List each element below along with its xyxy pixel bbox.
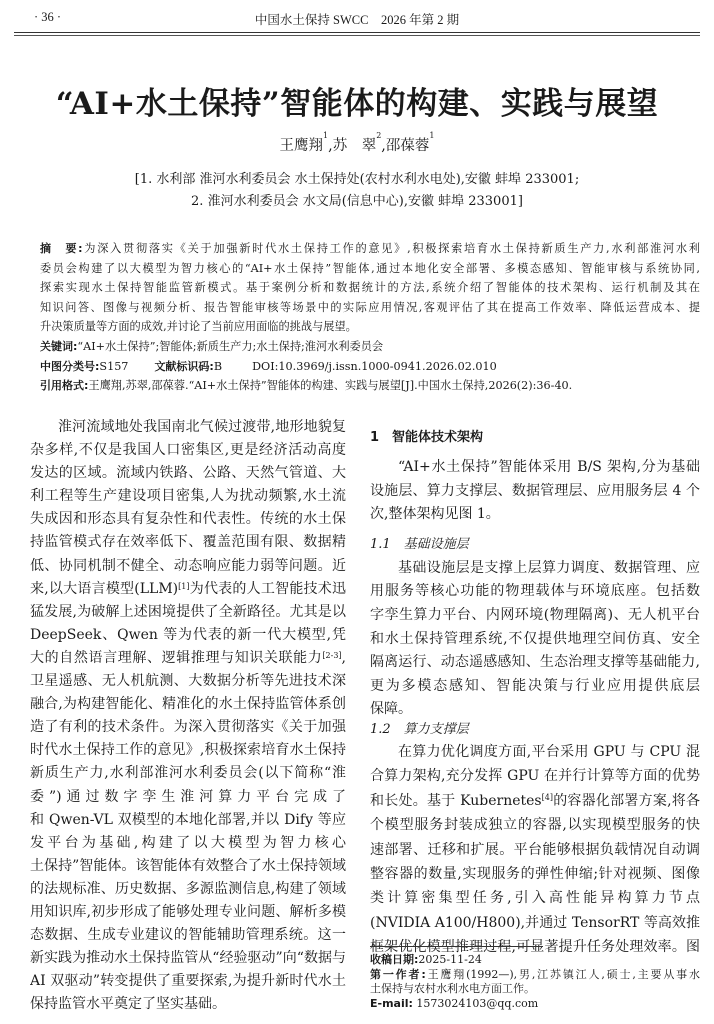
abstract-text: 委员会构建了以大模型为智力核心的“AI+水土保持”智能体,通过本地化安全部署、多模态感知、智能审核与系统协同, <box>40 261 700 275</box>
line-text: 基础设施层是支撑上层算力调度、数据管理、应 <box>398 559 700 576</box>
line-text: 委”)通过数字孪生淮河算力平台完成了 <box>30 788 346 805</box>
citation-label: 引用格式: <box>40 379 89 393</box>
text-line <box>30 555 346 578</box>
text-line <box>370 862 700 886</box>
text-line <box>30 531 346 554</box>
affiliation: [1. 水利部 淮河水利委员会 水土保持处(农村水利水电处),安徽 蚌埠 233001; <box>134 172 580 187</box>
line-text: 更为多模态感知、智能决策与行业应用提供底层 <box>370 677 700 694</box>
text-line <box>370 456 700 480</box>
clc-label: 中图分类号: <box>40 359 100 373</box>
separator: , <box>328 138 333 154</box>
text-line <box>370 503 700 527</box>
paragraph <box>370 740 700 960</box>
abstract-text: 升决策质量等方面的成效,并讨论了当前应用面临的挑战与展望。 <box>40 320 357 334</box>
abstract <box>40 239 700 396</box>
text-line <box>30 947 346 970</box>
first-author-label: 第一作者: <box>370 967 426 981</box>
text-line <box>30 693 346 716</box>
line-text: 新质生产力,水利部淮河水利委员会(以下简称“淮 <box>30 765 346 782</box>
line-text: 低、协同机制不健全、动态响应能力弱等问题。近 <box>30 557 346 574</box>
classification <box>40 357 700 377</box>
text-line <box>370 557 700 581</box>
abstract-text: 探索实现水土保持智能监管新模式。基于案例分析和数据统计的方法,系统介绍了智能体的技术架构、运行机制及其在 <box>40 281 700 295</box>
subsection-heading: 1.1 基础设施层 <box>370 536 469 552</box>
doc-code-label: 文献标识码: <box>154 359 214 373</box>
page-number: · 36 · <box>34 10 62 24</box>
abstract-text: 知识问答、图像与视频分析、报告智能审核等场景中的实际应用情况,客观评估了其在提高工作效率、降低运营成本、提 <box>40 300 700 314</box>
text-line <box>30 924 346 947</box>
footnote <box>370 953 700 1011</box>
line-text: 发达的区域。流域内铁路、公路、天然气管道、大 <box>30 465 346 482</box>
left-column <box>30 416 346 1016</box>
line-text: 字孪生算力平台、内网环境(物理隔离)、无人机平台 <box>370 606 700 623</box>
footnote-rule <box>370 946 543 947</box>
author-affiliation-mark: 1 <box>429 131 435 140</box>
author: 邵葆蓉 <box>385 138 430 154</box>
text-line <box>30 716 346 739</box>
paper-title: “AI+水土保持”智能体的构建、实践与展望 <box>55 86 659 122</box>
author: 苏 翠 <box>332 138 377 154</box>
line-text: DeepSeek、Qwen 等为代表的新一代大模型,凭 <box>30 626 346 643</box>
line-text: “AI+水土保持”智能体采用 B/S 架构,分为基础 <box>398 459 700 475</box>
header-rule <box>14 32 700 33</box>
citation-reference[interactable]: [1] <box>178 581 190 591</box>
line-text: 持监管模式存在效率低下、覆盖范围有限、数据精 <box>30 534 346 551</box>
text-line <box>30 855 346 878</box>
line-text: 个模型服务封装成独立的容器,以实现模型服务的快 <box>370 817 700 834</box>
text-line <box>30 993 346 1016</box>
text-line <box>370 911 700 935</box>
text-line <box>370 604 700 628</box>
author-affiliation-mark: 2 <box>376 131 382 140</box>
text-line <box>370 698 700 722</box>
paragraph <box>370 557 700 722</box>
text-line <box>30 624 346 647</box>
citation-text: 王鹰翔,苏翠,邵葆蓉.“AI+水土保持”智能体的构建、实践与展望[J].中国水土保持,2026(2):36-40. <box>88 379 573 393</box>
line-text: 保障。 <box>370 701 412 718</box>
line-text: 新实践为推动水土保持监管从“经验驱动”向“数据与 <box>30 950 346 967</box>
text-line <box>30 462 346 485</box>
citation-reference[interactable]: [4] <box>541 792 553 802</box>
abstract-text: 为深入贯彻落实《关于加强新时代水土保持工作的意见》,积极探索培育水土保持新质生产力,水利部淮河水利 <box>82 242 700 255</box>
line-text: 用服务等核心功能的物理载体与环境底座。包括数 <box>370 583 700 600</box>
first-author-info: 王鹰翔(1992—),男,江苏镇江人,硕士,主要从事水 <box>425 967 700 981</box>
line-text: 和长处。基于 Kubernetes <box>370 792 542 809</box>
text-line <box>370 480 700 504</box>
text-line <box>30 739 346 762</box>
text-line <box>30 508 346 531</box>
author-affiliation-mark: 1 <box>323 131 329 140</box>
line-text: 次,整体架构见图 1。 <box>370 506 500 523</box>
text-line <box>370 886 700 910</box>
email[interactable]: 1573024103@qq.com <box>416 996 539 1010</box>
line-text: 淮河流域地处我国南北气候过渡带,地形地貌复 <box>58 419 346 435</box>
paragraph <box>370 456 700 527</box>
line-text: 设施层、算力支撑层、数据管理层、应用服务层 4 个 <box>370 482 700 499</box>
text-line <box>370 628 700 652</box>
subsection-heading: 1.2 算力支撑层 <box>370 721 469 737</box>
line-text: 合算力架构,充分发挥 GPU 在并行计算等方面的优势 <box>370 768 700 785</box>
line-text: 为代表的人工智能技术迅 <box>189 580 346 597</box>
line-text: 猛发展,为破解上述困境提供了全新路径。尤其是以 <box>30 603 346 620</box>
text-line <box>30 485 346 508</box>
line-text: (NVIDIA A100/H800),并通过 TensorRT 等高效推 <box>370 914 700 931</box>
text-line <box>370 651 700 675</box>
line-text: 用知识库,初步形成了能够处理专业问题、解析多模 <box>30 903 346 920</box>
journal-header: 中国水土保持 SWCC 2026 年第 2 期 <box>254 13 460 27</box>
text-line <box>30 786 346 809</box>
text-line <box>30 809 346 832</box>
doi-value: 10.3969/j.issn.1000-0941.2026.02.010 <box>278 359 497 373</box>
text-line <box>30 647 346 670</box>
citation <box>40 376 700 396</box>
line-text: 时代水土保持工作的意见》,积极探索培育水土保持 <box>30 742 346 759</box>
line-text: 利工程等生产建设项目密集,人为扰动频繁,水土流 <box>30 488 346 505</box>
line-text: 态数据、生成专业建议的智能辅助管理系统。这一 <box>30 927 346 944</box>
header-rule-thin <box>14 35 700 36</box>
line-text: 速部署、迁移和扩展。平台能够根据负载情况自动调 <box>370 841 700 858</box>
text-line <box>30 970 346 993</box>
line-text: 大的自然语言理解、逻辑推理与知识关联能力 <box>30 649 323 666</box>
text-line <box>370 764 700 788</box>
line-text: 整容器的数量,实现服务的弹性伸缩;针对视频、图像 <box>370 865 700 882</box>
doi-label: DOI: <box>252 359 279 373</box>
line-text: 和水土保持管理系统,不仅提供地理空间仿真、安全 <box>370 630 700 647</box>
line-text: 保持监管水平奠定了坚实基础。 <box>30 996 226 1013</box>
right-column <box>370 426 700 959</box>
text-line <box>30 578 346 601</box>
line-text: 卫星遥感、无人机航测、大数据分析等先进技术深 <box>30 673 346 690</box>
line-text: 类计算密集型任务,引入高性能异构算力节点 <box>370 890 700 907</box>
line-text: 失成因和形态具有复杂性和代表性。传统的水土保 <box>30 511 346 528</box>
keywords-text: “AI+水土保持”;智能体;新质生产力;水土保持;淮河水利委员会 <box>77 339 384 353</box>
doc-code-value: B <box>213 359 223 373</box>
text-line <box>370 813 700 837</box>
section-heading: 1 智能体技术架构 <box>370 430 484 445</box>
keywords-label: 关键词: <box>40 339 78 353</box>
text-line <box>30 901 346 924</box>
line-text: 造了有利的技术条件。为深入贯彻落实《关于加强 <box>30 719 346 736</box>
received-label: 收稿日期: <box>370 953 419 966</box>
text-line <box>30 670 346 693</box>
text-line <box>30 878 346 901</box>
text-line <box>370 675 700 699</box>
line-text: , <box>341 649 346 666</box>
abstract-label: 摘 要: <box>40 242 83 255</box>
line-text: 发平台为基础,构建了以大模型为智力核心 <box>30 834 346 851</box>
author: 王鹰翔 <box>279 138 323 154</box>
line-text: 和 Qwen-VL 双模型的本地化部署,并以 Dify 等应 <box>30 811 346 828</box>
separator: , <box>381 138 386 154</box>
line-text: AI 双驱动”转变提供了重要探索,为提升新时代水土 <box>30 973 346 990</box>
text-line <box>30 832 346 855</box>
text-line <box>30 439 346 462</box>
text-line <box>370 580 700 604</box>
keywords <box>40 337 700 357</box>
email-label: E-mail: <box>370 996 413 1010</box>
text-line <box>30 601 346 624</box>
line-text: 在算力优化调度方面,平台采用 GPU 与 CPU 混 <box>398 743 700 760</box>
text-line <box>370 838 700 862</box>
line-text: 的法规标准、历史数据、多源监测信息,构建了领域 <box>30 880 346 897</box>
line-text: 土保持”智能体。该智能体有效整合了水土保持领域 <box>30 857 346 874</box>
text-line <box>30 762 346 785</box>
line-text: 框架优化模型推理过程,可显著提升任务处理效率。图 <box>370 939 700 956</box>
line-text: 来,以大语言模型(LLM) <box>30 580 179 597</box>
affiliation: 2. 淮河水利委员会 水文局(信息中心),安徽 蚌埠 233001] <box>191 194 523 209</box>
text-line <box>370 789 700 813</box>
authors <box>0 131 714 155</box>
line-text: 杂多样,不仅是我国人口密集区,更是经济活动高度 <box>30 442 346 459</box>
line-text: 隔离运行、动态遥感感知、生态治理支撑等基础能力, <box>370 654 700 671</box>
clc-value: S157 <box>99 359 129 373</box>
first-author-info: 土保持与农村水利水电方面工作。 <box>370 982 535 995</box>
line-text: 融合,为构建智能化、精准化的水土保持监管体系创 <box>30 696 346 713</box>
text-line <box>30 416 346 439</box>
text-line <box>370 740 700 764</box>
line-text: 的容器化部署方案,将各 <box>552 792 700 809</box>
received-date: 2025-11-24 <box>418 953 482 966</box>
paragraph <box>30 416 346 1016</box>
citation-reference[interactable]: [2-3] <box>322 650 342 660</box>
